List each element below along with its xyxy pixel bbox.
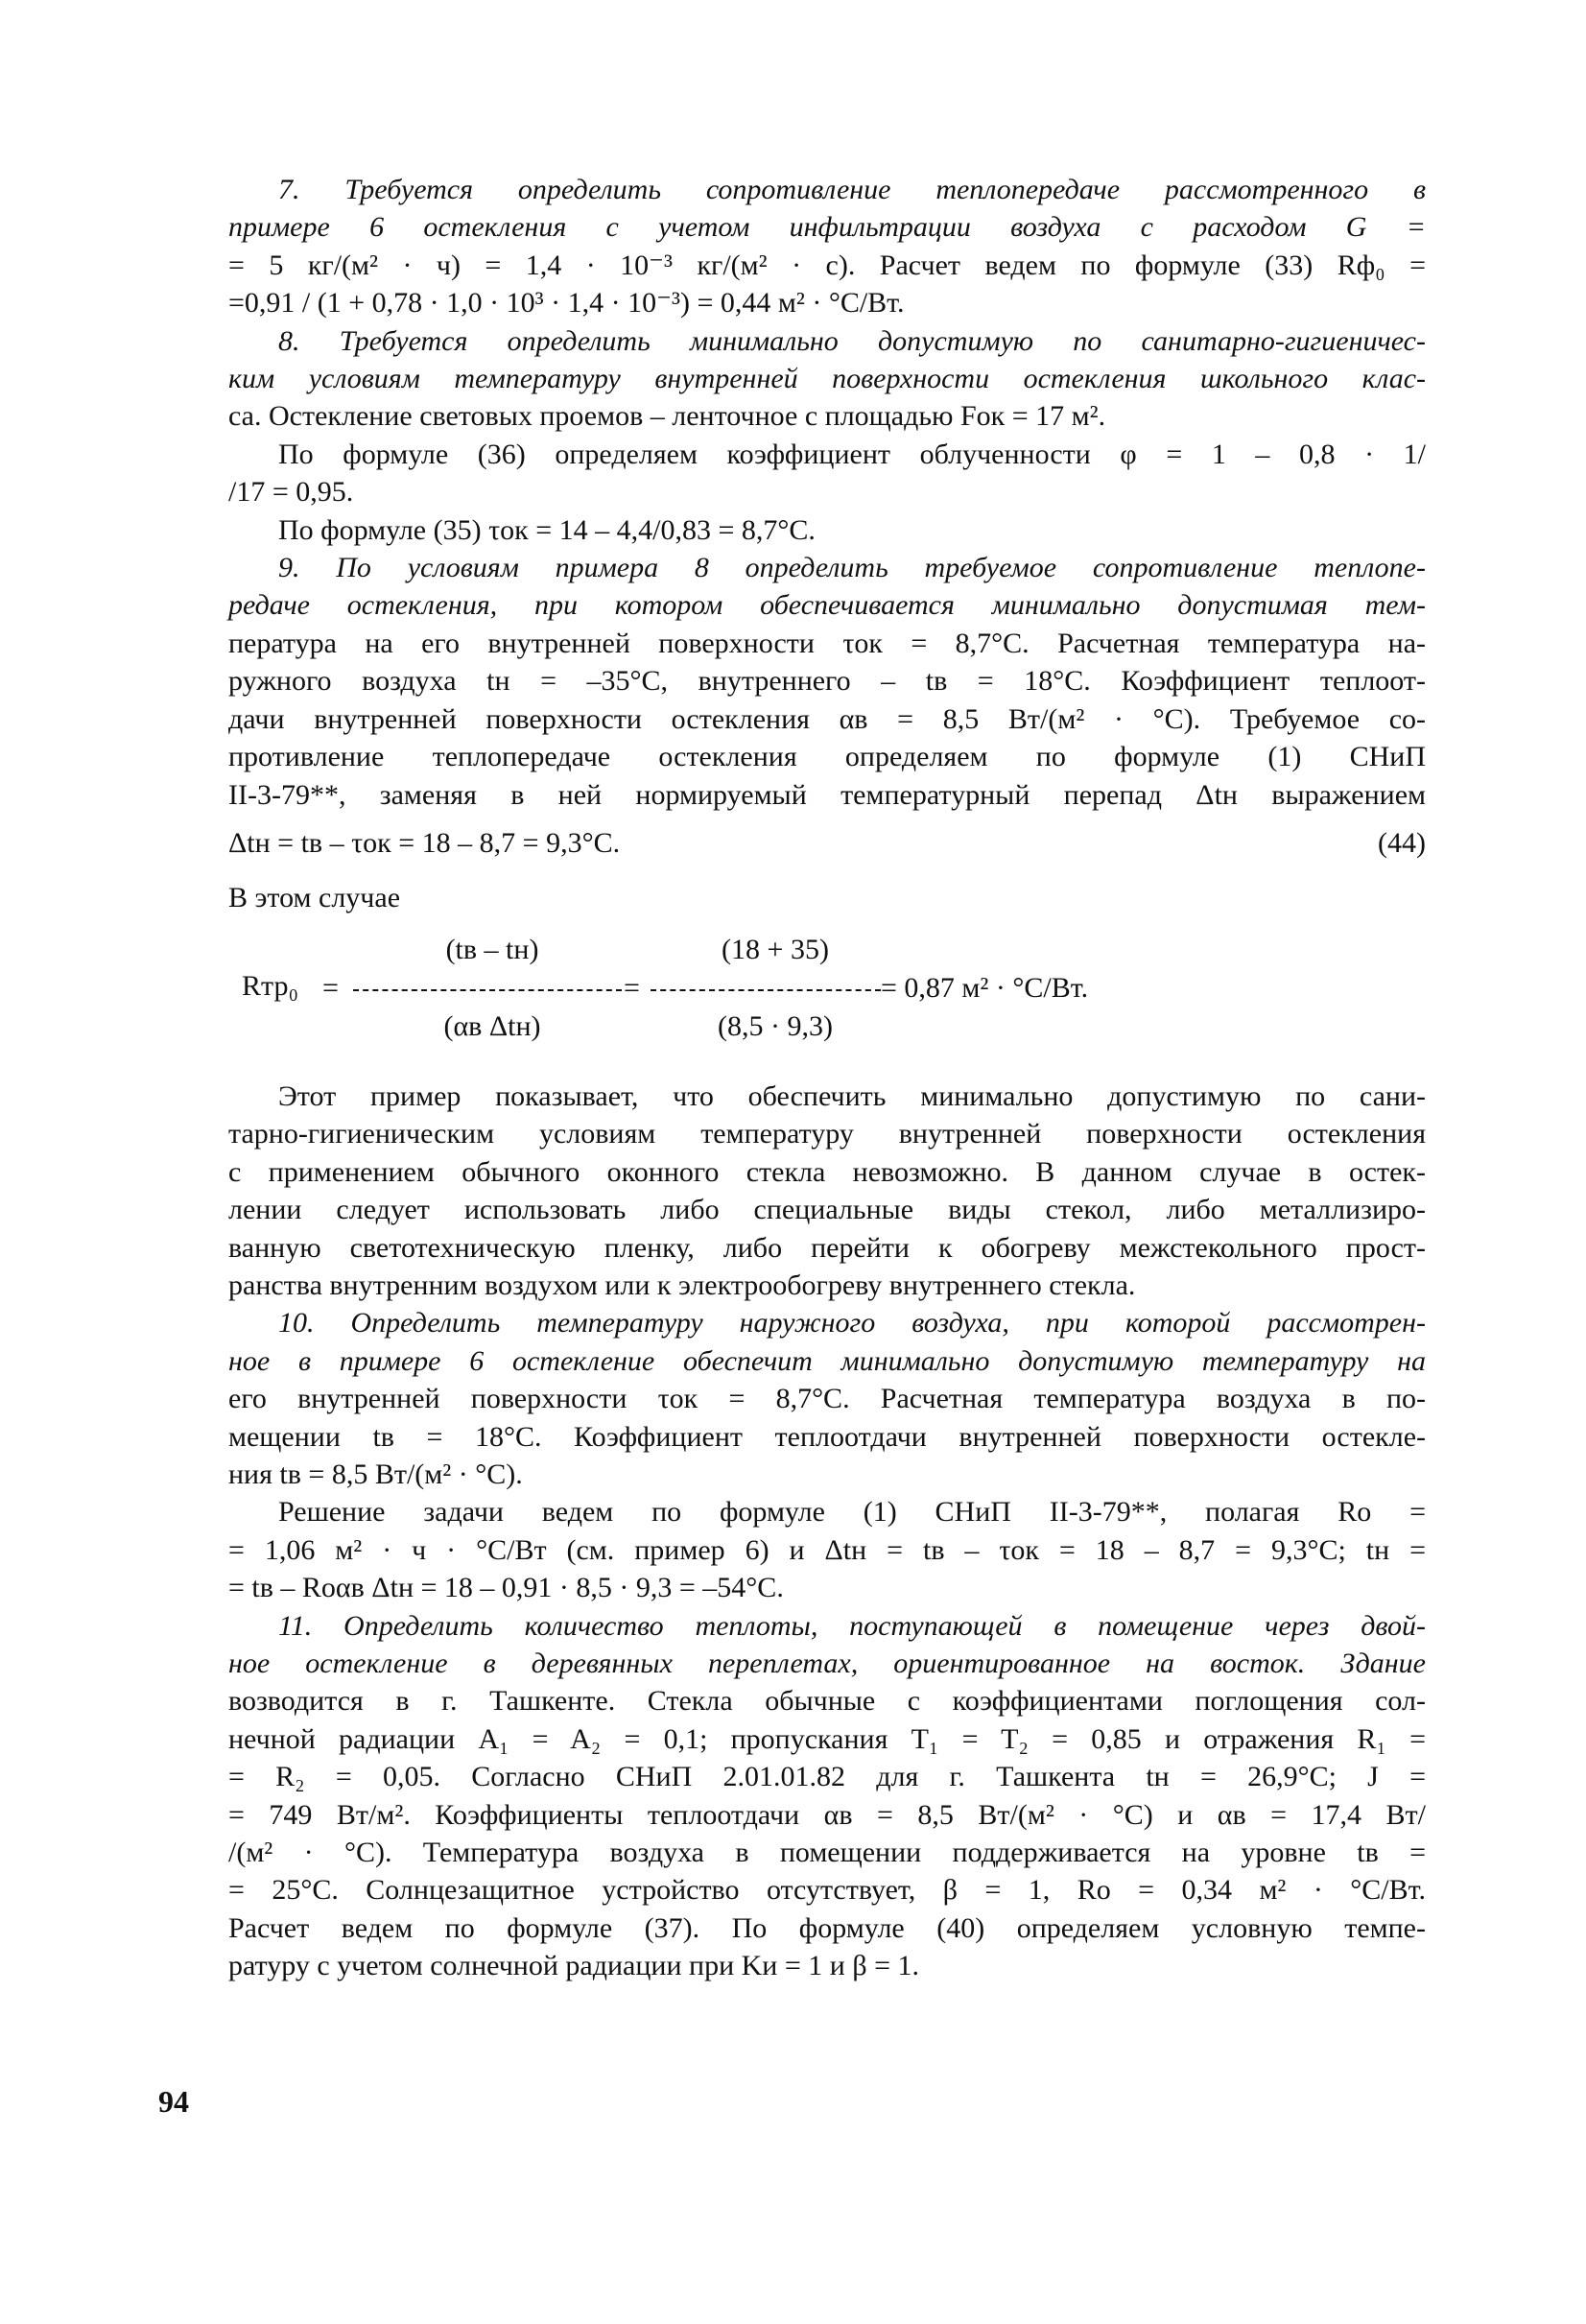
in-this-case-text: В этом случае bbox=[228, 881, 401, 913]
page-number: 94 bbox=[158, 2084, 189, 2119]
page-body bbox=[228, 171, 1426, 1985]
text-line: 11. Определить количество теплоты, поступающей в помещение через двой- bbox=[278, 1609, 1426, 1642]
text-line: противление теплопередаче остекления определяем по формуле (1) СНиП bbox=[228, 741, 1426, 773]
text-line: пература на его внутренней поверхности τок = 8,7°С. Расчетная температура на- bbox=[228, 627, 1426, 659]
fraction-equals: = bbox=[322, 971, 339, 1004]
text-line: са. Остекление световых проемов – ленточное с площадью Fок = 17 м². bbox=[228, 400, 1106, 433]
equation-number: (44) bbox=[1378, 826, 1426, 859]
paragraph-example-9 bbox=[228, 549, 1426, 814]
text-line: мещении tв = 18°С. Коэффициент теплоотдачи внутренней поверхности остекле- bbox=[228, 1420, 1426, 1453]
text-line: Расчет ведем по формуле (37). По формуле (40) определяем условную темпе- bbox=[228, 1911, 1426, 1944]
paragraph-example-8 bbox=[228, 322, 1426, 549]
text-line: ружного воздуха tн = –35°С, внутреннего – tв = 18°С. Коэффициент теплоот- bbox=[228, 665, 1426, 698]
text-line: ния tв = 8,5 Вт/(м² · °С). bbox=[228, 1458, 523, 1490]
text-line: 10. Определить температуру наружного воздуха, при которой рассмотрен- bbox=[278, 1307, 1426, 1340]
text-line: ратуру с учетом солнечной радиации при Kи = 1 и β = 1. bbox=[228, 1950, 920, 1982]
text-line: =0,91 / (1 + 0,78 · 1,0 · 10³ · 1,4 · 10⁻³) = 0,44 м² · °С/Вт. bbox=[228, 287, 905, 320]
fraction-denominator: (8,5 · 9,3) bbox=[718, 1009, 833, 1042]
text-line: = R₂ = 0,05. Согласно СНиП 2.01.01.82 для г. Ташкента tн = 26,9°С; J = bbox=[228, 1761, 1426, 1793]
text-line: = 25°С. Солнцезащитное устройство отсутствует, β = 1, Rо = 0,34 м² · °С/Вт. bbox=[228, 1874, 1426, 1907]
fraction-bar bbox=[353, 989, 622, 991]
text-line: 8. Требуется определить минимально допустимую по санитарно-гигиеничес- bbox=[278, 324, 1426, 357]
text-line: = 749 Вт/м². Коэффициенты теплоотдачи αв = 8,5 Вт/(м² · °С) и αв = 17,4 Вт/ bbox=[228, 1798, 1426, 1831]
text-line: II-3-79**, заменяя в ней нормируемый температурный перепад Δtн выражением bbox=[228, 778, 1426, 811]
text-line: ким условиям температуру внутренней поверхности остекления школьного клас- bbox=[228, 363, 1426, 395]
fraction-denominator: (αв Δtн) bbox=[443, 1009, 541, 1042]
fraction-numerator: (18 + 35) bbox=[722, 933, 829, 965]
fraction-numerator: (tв – tн) bbox=[445, 933, 539, 965]
fraction-equation bbox=[228, 934, 1426, 1078]
text-line: возводится в г. Ташкенте. Стекла обычные с коэффициентами поглощения сол- bbox=[228, 1685, 1426, 1718]
fraction-result: = 0,87 м² · °С/Вт. bbox=[881, 971, 1089, 1004]
text-line: = 5 кг/(м² · ч) = 1,4 · 10⁻³ кг/(м² · с). Расчет ведем по формуле (33) Rф₀ = bbox=[228, 249, 1426, 281]
text-line: ное в примере 6 остекление обеспечит минимально допустимую температуру на bbox=[228, 1344, 1426, 1377]
text-line: ное остекление в деревянных переплетах, ориентированное на восток. Здание bbox=[228, 1648, 1426, 1679]
text-line: ванную светотехническую пленку, либо перейти к обогреву межстекольного прост- bbox=[228, 1231, 1426, 1264]
fraction-bar bbox=[651, 989, 881, 991]
text-line: = 1,06 м² · ч · °С/Вт (см. пример 6) и Δtн = tв – τок = 18 – 8,7 = 9,3°С; tн = bbox=[228, 1533, 1426, 1566]
text-line: По формуле (35) τок = 14 – 4,4/0,83 = 8,7°С. bbox=[278, 513, 816, 546]
paragraph-example-10 bbox=[228, 1304, 1426, 1606]
fraction-lhs: Rтр₀ bbox=[242, 969, 298, 1002]
text-line: его внутренней поверхности τок = 8,7°С. Расчетная температура воздуха в по- bbox=[228, 1383, 1426, 1415]
text-line: /17 = 0,95. bbox=[228, 476, 354, 509]
text-line: = tв – Rоαв Δtн = 18 – 0,91 · 8,5 · 9,3 = –54°С. bbox=[228, 1572, 784, 1604]
text-line: тарно-гигиеническим условиям температуру внутренней поверхности остекления bbox=[228, 1118, 1426, 1150]
text-line: 7. Требуется определить сопротивление теплопередаче рассмотренного в bbox=[278, 174, 1426, 205]
text-line: ранства внутренним воздухом или к электрообогреву внутреннего стекла. bbox=[228, 1269, 1136, 1301]
text-line: примере 6 остекления с учетом инфильтрации воздуха с расходом G = bbox=[228, 211, 1426, 244]
text-line: 9. По условиям примера 8 определить требуемое сопротивление теплопе- bbox=[278, 552, 1426, 584]
text-line: Этот пример показывает, что обеспечить минимально допустимую по сани- bbox=[278, 1079, 1426, 1112]
text-line: дачи внутренней поверхности остекления αв = 8,5 Вт/(м² · °С). Требуемое со- bbox=[228, 702, 1426, 735]
text-line: редаче остекления, при котором обеспечивается минимально допустимая тем- bbox=[228, 589, 1426, 622]
paragraph-conclusion bbox=[228, 1078, 1426, 1304]
equation-formula: Δtн = tв – τок = 18 – 8,7 = 9,3°С. bbox=[228, 826, 621, 859]
paragraph-example-11 bbox=[228, 1607, 1426, 1985]
text-line: Решение задачи ведем по формуле (1) СНиП II-3-79**, полагая Rо = bbox=[278, 1496, 1426, 1529]
text-line: /(м² · °С). Температура воздуха в помещении поддерживается на уровне tв = bbox=[228, 1837, 1426, 1869]
fraction-equals: = bbox=[624, 971, 640, 1004]
text-line: нечной радиации A₁ = A₂ = 0,1; пропускания T₁ = T₂ = 0,85 и отражения R₁ = bbox=[228, 1722, 1426, 1755]
paragraph-example-7 bbox=[228, 171, 1426, 322]
equation-44 bbox=[228, 827, 1426, 877]
text-line: лении следует использовать либо специальные виды стекол, либо металлизиро- bbox=[228, 1194, 1426, 1226]
text-line: По формуле (36) определяем коэффициент облученности φ = 1 – 0,8 · 1/ bbox=[278, 438, 1426, 470]
text-line: с применением обычного оконного стекла невозможно. В данном случае в остек- bbox=[228, 1155, 1426, 1188]
